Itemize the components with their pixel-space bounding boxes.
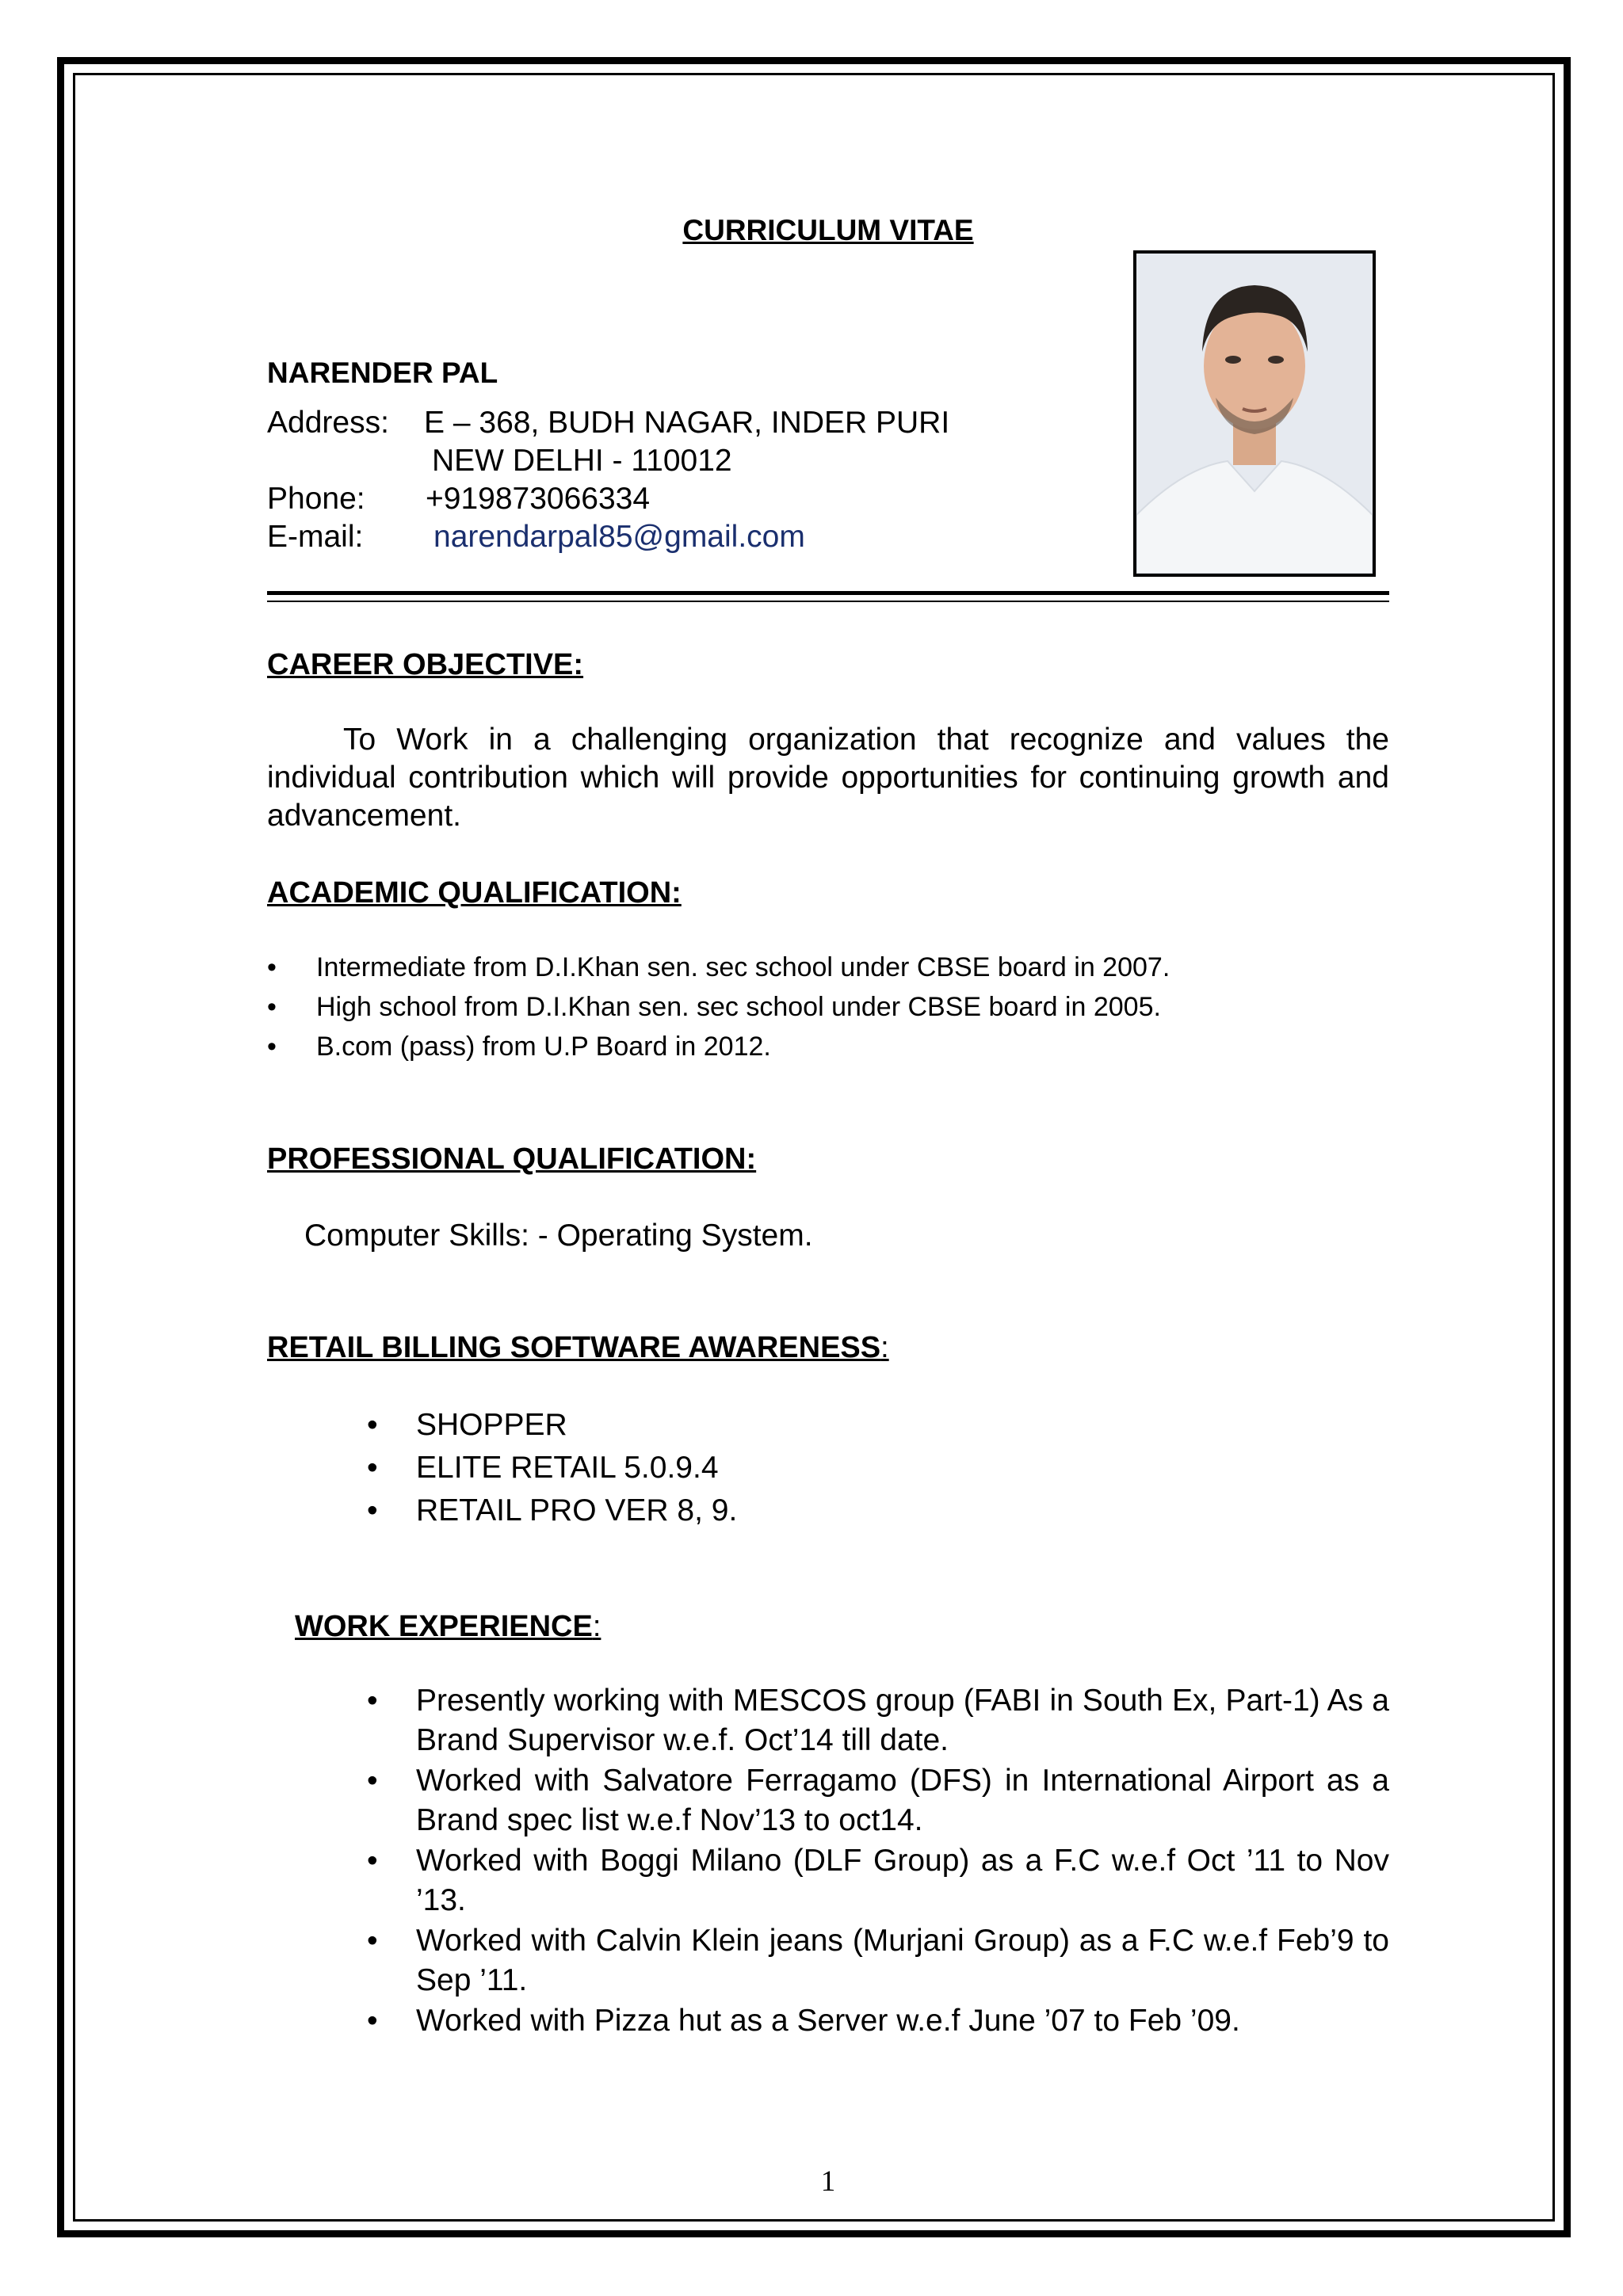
address-label: Address: — [267, 406, 389, 440]
academic-list — [267, 948, 1170, 1066]
work-item: • Worked with Salvatore Ferragamo (DFS) in International Airport as a Brand spec list w.e.f Nov’13 to oct14. — [367, 1761, 1389, 1840]
academic-item: • B.com (pass) from U.P Board in 2012. — [267, 1027, 1170, 1066]
career-objective-heading: CAREER OBJECTIVE: — [267, 648, 584, 681]
email-line — [267, 518, 805, 556]
work-item: • Worked with Calvin Klein jeans (Murjani Group) as a F.C w.e.f Feb’9 to Sep ’11. — [367, 1921, 1389, 2000]
software-list — [367, 1404, 737, 1532]
software-item: • ELITE RETAIL 5.0.9.4 — [367, 1447, 737, 1489]
academic-item: • Intermediate from D.I.Khan sen. sec school under CBSE board in 2007. — [267, 948, 1170, 987]
software-item: • SHOPPER — [367, 1404, 737, 1447]
software-heading: RETAIL BILLING SOFTWARE AWARENESS — [267, 1331, 881, 1364]
page-number: 1 — [820, 2165, 836, 2198]
phone-value: +919873066334 — [426, 482, 651, 516]
professional-text: Computer Skills: - Operating System. — [304, 1219, 813, 1253]
profile-photo-image — [1136, 254, 1373, 574]
work-item: • Worked with Boggi Milano (DLF Group) as a F.C w.e.f Oct ’11 to Nov ’13. — [367, 1841, 1389, 1920]
phone-label: Phone: — [267, 482, 365, 516]
header-divider-thick — [267, 591, 1389, 595]
work-heading: WORK EXPERIENCE — [295, 1610, 593, 1643]
software-heading-line — [267, 1331, 889, 1365]
work-item: • Presently working with MESCOS group (FABI in South Ex, Part-1) As a Brand Supervisor w.e.f. Oct’14 till date. — [367, 1681, 1389, 1760]
address-line1: E – 368, BUDH NAGAR, INDER PURI — [424, 406, 950, 440]
academic-item: • High school from D.I.Khan sen. sec school under CBSE board in 2005. — [267, 987, 1170, 1027]
work-heading-suffix: : — [592, 1610, 601, 1643]
software-item: • RETAIL PRO VER 8, 9. — [367, 1489, 737, 1532]
candidate-name: NARENDER PAL — [267, 357, 498, 389]
career-objective-body: To Work in a challenging organization that recognize and values the individual contribution which will provide opportunities for continuing growth and advancement. — [267, 723, 1389, 833]
software-heading-suffix: : — [880, 1331, 889, 1364]
email-link[interactable]: narendarpal85@gmail.com — [433, 520, 805, 554]
address-line — [267, 404, 949, 442]
career-objective-text — [267, 721, 1389, 835]
work-item: • Worked with Pizza hut as a Server w.e.f June ’07 to Feb ’09. — [367, 2001, 1389, 2041]
work-list — [367, 1681, 1389, 2042]
header-divider-thin — [267, 601, 1389, 602]
address-line2: NEW DELHI - 110012 — [432, 444, 732, 478]
phone-line — [267, 480, 650, 518]
work-heading-line — [295, 1610, 601, 1644]
email-label: E-mail: — [267, 520, 364, 554]
professional-heading: PROFESSIONAL QUALIFICATION: — [267, 1142, 757, 1176]
profile-photo — [1133, 250, 1376, 577]
document-title: CURRICULUM VITAE — [682, 214, 974, 246]
academic-heading: ACADEMIC QUALIFICATION: — [267, 876, 682, 910]
